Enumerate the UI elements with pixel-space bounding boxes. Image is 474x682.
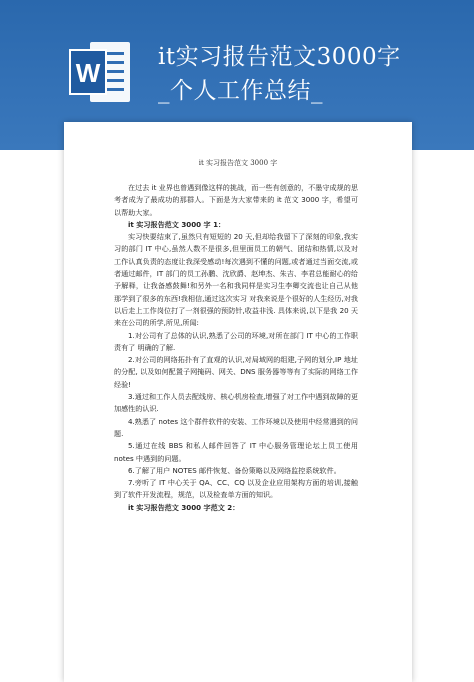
list-item: 4.熟悉了 notes 这个群件软件的安装、工作环境以及使用中经常遇到的问题. xyxy=(114,416,358,438)
section-heading-1: it 实习报告范文 3000 字 1： xyxy=(128,219,226,229)
list-item: 2.对公司的网络拓扑有了直观的认识,对局域网的组建,子网的划分,IP 地址的分配, 以及如何配置子网掩码、网关、DNS 服务器等等有了实际的网络工作经验! xyxy=(114,355,358,389)
intro-paragraph: 在过去 it 业界也曾遇到像这样的挑战，而一些有创意的，不墨守成规的思考者成为了最成功的那群人。下面是为大家带来的 it 范文 3000 字，希望可以帮助大家。 xyxy=(114,183,358,217)
list-item: 3.通过和工作人员去配线房、核心机房检查,增强了对工作中遇到故障的更加感性的认识. xyxy=(114,392,358,414)
page-title xyxy=(158,40,458,108)
list-item: 7.旁听了 IT 中心关于 QA、CC、CQ 以及企业应用架构方面的培训,接触到了软件开发流程，规范，以及检查单方面的知识。 xyxy=(114,478,358,500)
title-line-1: it实习报告范文3000字 xyxy=(158,44,401,70)
body-paragraph-1: 实习快要结束了,虽然只有短短的 20 天,但却给我留下了深刻的印象,我实习的部门 IT 中心,虽然人数不是很多,但里面员工的朝气、团结和热情,以及对工作认真负责的态度让我深受感动!每次遇到不懂的问题,或者通过当面交流,或者通过邮件，IT 部门的员工孙鹏、沈欣爵、赵坤杰、朱吉、李君总能耐心的给予解释，让我备感鼓舞!和另外一名和我同样是实习生李卿交流也让自己从他那学到了很多的东西!我相信,通过这次实习 对我来说是个很好的人生经历,对我以后走上工作岗位打了一剂很强的预防针,收益非浅. 具体来说,以下是我 20 天来在公司的所学,所见,所闻: xyxy=(114,232,358,328)
list-item: 6.了解了用户 NOTES 邮件恢复、备份策略以及网络监控系统软件。 xyxy=(128,465,341,475)
document-page xyxy=(64,122,412,682)
list-item: 1.对公司有了总体的认识,熟悉了公司的环境,对所在部门 IT 中心的工作职责有了 明确的了解. xyxy=(114,330,358,352)
word-logo-letter: W xyxy=(75,58,101,88)
document-body xyxy=(114,182,358,514)
list-item: 5.通过在线 BBS 和私人邮件回答了 IT 中心服务管理论坛上员工使用 notes 中遇到的问题。 xyxy=(114,441,358,463)
word-document-icon xyxy=(68,38,132,106)
title-line-2: _个人工作总结_ xyxy=(158,78,323,104)
section-heading-2: it 实习报告范文 3000 字范文 2： xyxy=(128,502,240,512)
document-header: it 实习报告范文 3000 字 xyxy=(198,159,278,167)
